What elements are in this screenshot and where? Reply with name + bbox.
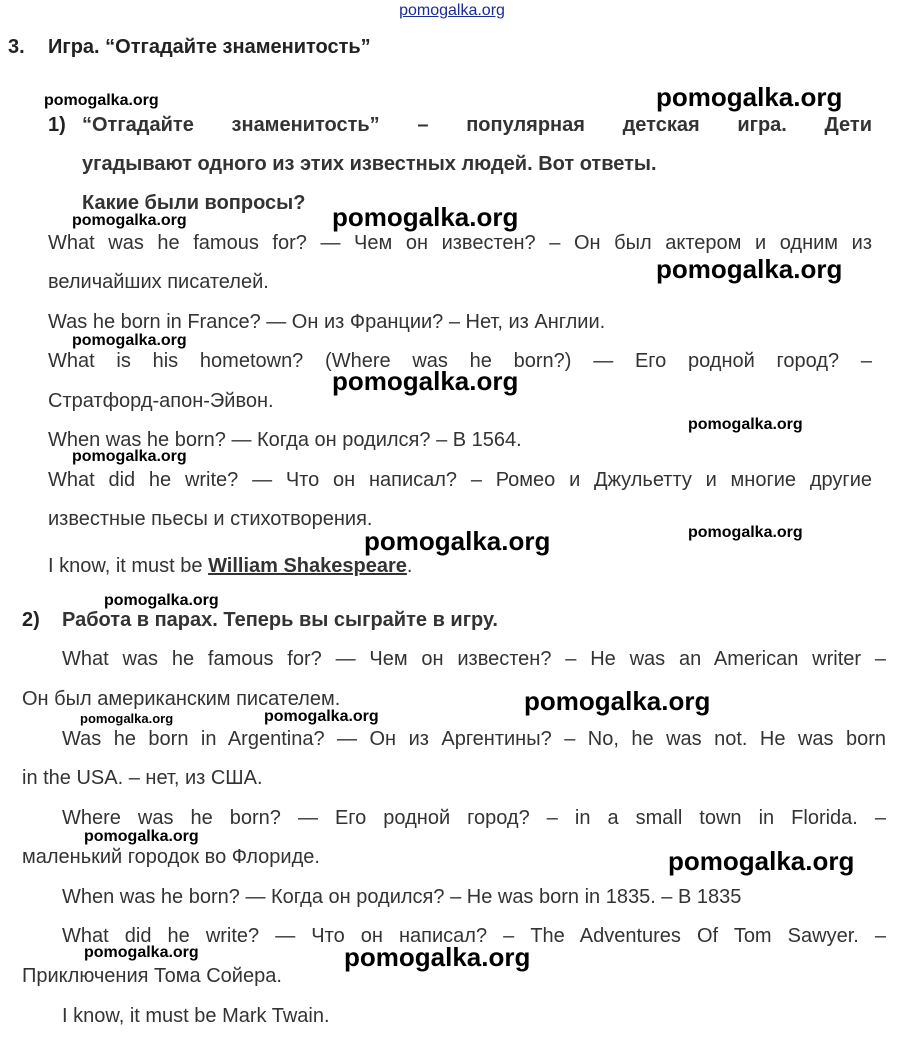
watermark: pomogalka.org (44, 92, 159, 109)
conclusion-answer: William Shakespeare (208, 555, 407, 577)
watermark: pomogalka.org (332, 366, 519, 396)
watermark: pomogalka.org (656, 254, 843, 284)
watermark: pomogalka.org (104, 592, 219, 609)
watermark: pomogalka.org (84, 944, 199, 961)
part1-instruction-line2: угадывают одного из этих известных людей. Вот ответы. (82, 153, 657, 175)
part1-line: известные пьесы и стихотворения. (48, 508, 373, 530)
section-number: 3. (8, 36, 25, 58)
part2-line: маленький городок во Флориде. (22, 846, 320, 868)
watermark: pomogalka.org (72, 448, 187, 465)
part1-instruction-line1: “Отгадайте знаменитость” – популярная детская игра. Дети (82, 114, 872, 136)
watermark: pomogalka.org (80, 711, 174, 726)
conclusion-suffix: . (406, 555, 413, 577)
part1-line: When was he born? — Когда он родился? – В 1564. (48, 429, 522, 451)
watermark: pomogalka.org (84, 828, 199, 845)
part2-line: Was he born in Argentina? — Он из Аргентины? – No, he was not. He was born (62, 728, 886, 750)
watermark: pomogalka.org (688, 416, 803, 433)
part2-line: in the USA. – нет, из США. (22, 767, 263, 789)
part1-line: величайших писателей. (48, 271, 269, 293)
part2-line: What was he famous for? — Чем он известен? – He was an American writer – (62, 648, 886, 670)
watermark: pomogalka.org (668, 846, 855, 876)
part2-instruction: Работа в парах. Теперь вы сыграйте в игру. (62, 609, 498, 631)
part2-line: Он был американским писателем. (22, 688, 341, 710)
part2-line: Where was he born? — Его родной город? – in a small town in Florida. – (62, 807, 886, 829)
part1-line: What is his hometown? (Where was he born?) — Его родной город? – (48, 350, 872, 372)
part1-number: 1) (48, 114, 66, 136)
part2-line: What did he write? — Что он написал? – The Adventures Of Tom Sawyer. – (62, 925, 886, 947)
site-link[interactable]: pomogalka.org (399, 2, 505, 19)
watermark: pomogalka.org (656, 82, 843, 112)
section-title: Игра. “Отгадайте знаменитость” (48, 36, 371, 58)
part2-line: When was he born? — Когда он родился? – He was born in 1835. – В 1835 (62, 886, 742, 908)
conclusion-prefix: I know, it must be (48, 555, 209, 577)
part2-line: I know, it must be Mark Twain. (62, 1005, 330, 1027)
part1-line: Стратфорд-апон-Эйвон. (48, 390, 274, 412)
watermark: pomogalka.org (364, 526, 551, 556)
part2-number: 2) (22, 609, 40, 631)
watermark: pomogalka.org (332, 202, 519, 232)
watermark: pomogalka.org (72, 332, 187, 349)
part1-line: What was he famous for? — Чем он известен? – Он был актером и одним из (48, 232, 872, 254)
watermark: pomogalka.org (264, 708, 379, 725)
part2-line: Приключения Тома Сойера. (22, 965, 282, 987)
part1-instruction-line3: Какие были вопросы? (82, 192, 306, 214)
part1-line: Was he born in France? — Он из Франции? – Нет, из Англии. (48, 311, 606, 333)
part1-conclusion (48, 555, 412, 578)
watermark: pomogalka.org (524, 686, 711, 716)
part1-line: What did he write? — Что он написал? – Ромео и Джульетту и многие другие (48, 469, 872, 491)
watermark: pomogalka.org (344, 942, 531, 972)
watermark: pomogalka.org (688, 524, 803, 541)
watermark: pomogalka.org (72, 212, 187, 229)
